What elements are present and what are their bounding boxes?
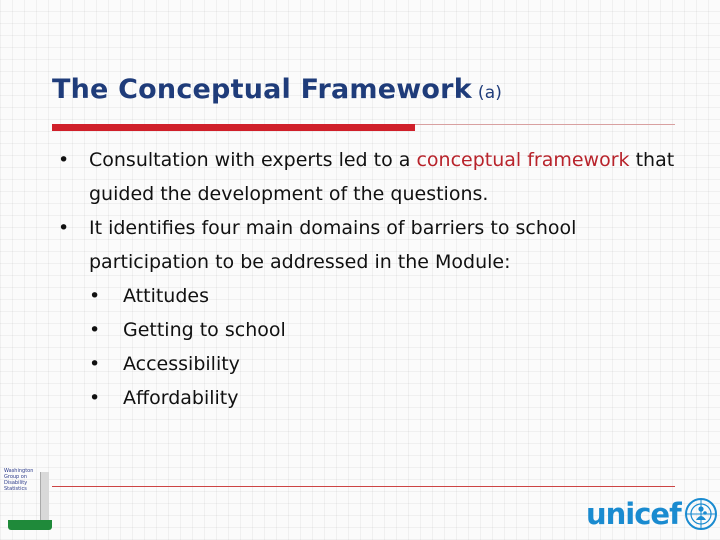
unicef-emblem-icon xyxy=(684,497,718,531)
sub-bullet-item xyxy=(89,347,682,381)
sub-bullet-marker: • xyxy=(89,319,101,341)
sub-bullet-item xyxy=(89,279,682,313)
title-underline-accent xyxy=(52,124,415,131)
sub-bullet-marker: • xyxy=(89,387,101,409)
sub-bullet-text: Getting to school xyxy=(123,319,286,341)
sub-bullet-item xyxy=(89,313,682,347)
bullet-marker: • xyxy=(58,217,70,239)
washington-group-logo xyxy=(4,468,56,532)
sub-bullet-list xyxy=(89,279,682,415)
washington-group-logo-text: Washington Group on Disability Statistics xyxy=(4,468,34,492)
sub-bullet-marker: • xyxy=(89,285,101,307)
bullet-text xyxy=(89,143,682,211)
sub-bullet-text: Attitudes xyxy=(123,285,209,307)
slide-title xyxy=(52,74,502,105)
bullet-item xyxy=(52,143,682,211)
slide-title-text: The Conceptual Framework xyxy=(52,74,472,105)
bullet-content xyxy=(89,211,682,415)
bullet-item xyxy=(52,211,682,415)
logo-base xyxy=(8,520,52,530)
slide-body xyxy=(52,143,682,415)
highlighted-phrase: conceptual framework xyxy=(416,149,630,171)
slide-title-suffix: (a) xyxy=(477,83,503,103)
bullet-text-part: that guided the development of the questions. xyxy=(89,149,675,205)
unicef-wordmark: unicef xyxy=(586,497,681,531)
footer-divider xyxy=(52,486,675,487)
sub-bullet-marker: • xyxy=(89,353,101,375)
bullet-text: It identifies four main domains of barriers to school participation to be addressed in the Module: xyxy=(89,217,577,273)
bullet-text-part: Consultation with experts led to a xyxy=(89,149,417,171)
sub-bullet-text: Affordability xyxy=(123,387,239,409)
bullet-marker: • xyxy=(58,149,70,171)
title-underline-thin xyxy=(415,124,675,125)
unicef-logo xyxy=(586,497,718,531)
sub-bullet-item xyxy=(89,381,682,415)
sub-bullet-text: Accessibility xyxy=(123,353,240,375)
